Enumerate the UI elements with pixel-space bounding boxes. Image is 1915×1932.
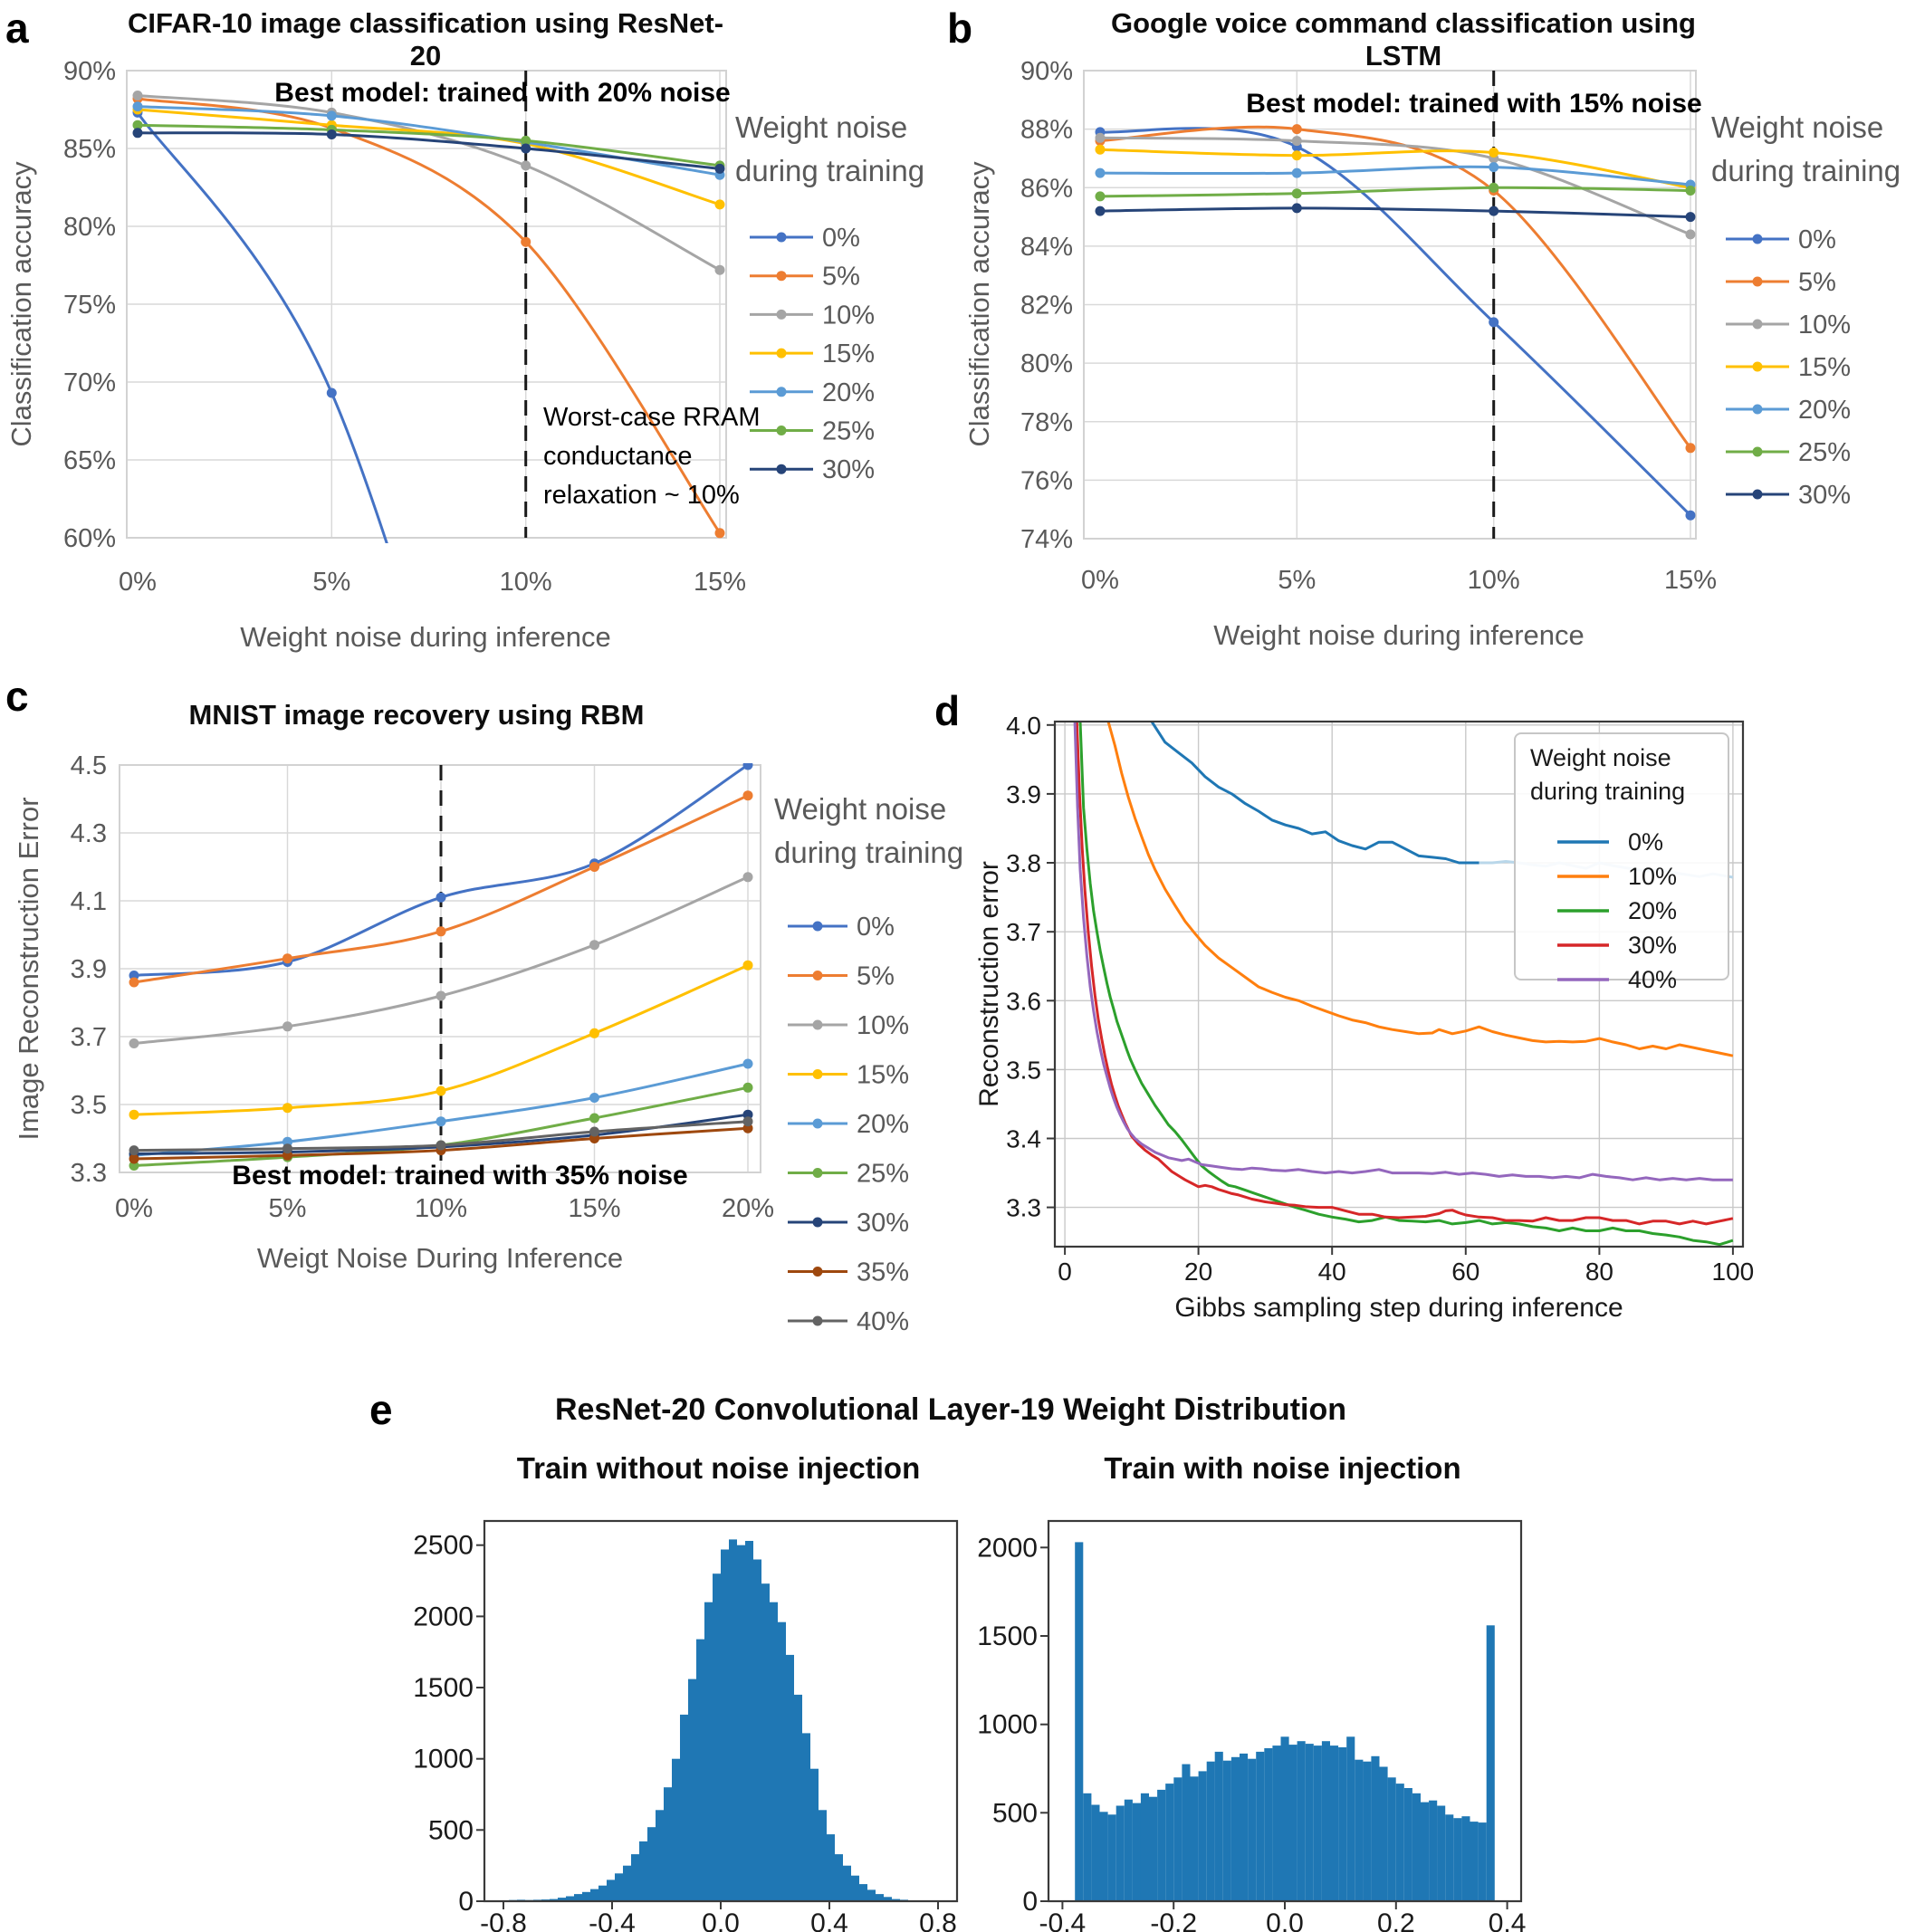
data-point <box>327 129 337 139</box>
y-tick-label: 1000 <box>413 1744 474 1774</box>
legend-item-0% <box>1726 225 1836 254</box>
annotation: relaxation ~ 10% <box>543 481 740 510</box>
legend-label: 30% <box>1798 481 1852 510</box>
y-tick-label: 2000 <box>977 1533 1038 1564</box>
y-tick-label: 70% <box>62 368 116 397</box>
data-point <box>589 1127 599 1137</box>
panel-title-a: CIFAR-10 image classification using ResNet-20 <box>127 7 724 72</box>
y-tick-label: 2000 <box>413 1602 474 1632</box>
chart-d-gibbs <box>924 670 1915 1367</box>
legend-marker <box>813 1168 823 1178</box>
panel-title-b: Google voice command classification using LSTM <box>1111 7 1696 72</box>
legend-label: 10% <box>1628 863 1678 890</box>
x-tick-label: -0.4 <box>1039 1908 1087 1932</box>
y-tick-label: 3.4 <box>1006 1124 1041 1153</box>
panel-title-c: MNIST image recovery using RBM <box>188 699 645 731</box>
series-0% <box>1152 722 1479 863</box>
y-tick-label: 80% <box>62 213 116 242</box>
x-tick-label: 15% <box>693 568 747 597</box>
y-tick-label: 60% <box>62 524 116 553</box>
legend-label: 25% <box>1798 438 1852 467</box>
legend-title: during training <box>1530 778 1686 805</box>
data-point <box>743 760 753 770</box>
legend-box <box>1515 733 1728 993</box>
x-tick-label: 20% <box>721 1194 775 1223</box>
data-point <box>1096 145 1106 155</box>
y-tick-label: 76% <box>1020 466 1073 496</box>
y-tick-label: 0 <box>458 1887 474 1917</box>
legend-item-15% <box>788 1061 909 1090</box>
legend-item-20% <box>1726 396 1851 425</box>
panel-title-e: ResNet-20 Convolutional Layer-19 Weight Distribution <box>554 1392 1347 1427</box>
legend-label: 40% <box>857 1307 910 1336</box>
data-point <box>521 237 531 247</box>
x-tick-label: 0.4 <box>810 1908 848 1932</box>
histogram-bars <box>509 1539 916 1901</box>
x-axis-title: Gibbs sampling step during inference <box>1174 1293 1623 1323</box>
x-tick-label: 0.4 <box>1488 1908 1527 1932</box>
y-tick-label: 1000 <box>977 1709 1038 1740</box>
data-point <box>1292 188 1302 198</box>
legend-label: 15% <box>1798 353 1852 382</box>
x-tick-label: -0.8 <box>480 1908 527 1932</box>
x-tick-label: 0.8 <box>919 1908 957 1932</box>
annotation: Worst-case RRAM <box>543 403 761 432</box>
data-point <box>743 1083 753 1093</box>
y-tick-label: 0 <box>1022 1887 1038 1917</box>
panel-label-e: e <box>369 1386 393 1433</box>
legend-label: 5% <box>857 961 895 991</box>
x-tick-label: 40 <box>1317 1258 1346 1286</box>
y-tick-label: 500 <box>427 1815 474 1846</box>
y-axis-title: Reconstruction error <box>974 861 1004 1107</box>
subtitle-without-noise: Train without noise injection <box>516 1451 921 1485</box>
legend-item-20% <box>788 1110 909 1139</box>
data-point <box>1686 186 1696 196</box>
data-point <box>589 862 599 872</box>
y-axis-title: Classification accuracy <box>5 161 37 447</box>
y-tick-label: 78% <box>1020 407 1073 437</box>
subtitle-with-noise: Train with noise injection <box>1104 1451 1461 1485</box>
data-point <box>589 940 599 950</box>
y-tick-label: 85% <box>62 135 116 164</box>
legend-marker <box>813 1119 823 1129</box>
x-tick-label: 60 <box>1451 1258 1480 1286</box>
y-tick-label: 3.8 <box>1006 849 1041 877</box>
data-point <box>715 265 725 275</box>
legend-label: 20% <box>1798 396 1852 425</box>
data-point <box>715 528 725 538</box>
legend-item-10% <box>750 301 875 330</box>
data-point <box>129 1038 139 1048</box>
y-tick-label: 3.5 <box>70 1091 107 1120</box>
panel-label-c: c <box>5 673 29 720</box>
data-point <box>1686 229 1696 239</box>
data-point <box>1489 183 1498 193</box>
data-point <box>1292 168 1302 178</box>
x-tick-label: 10% <box>499 568 552 597</box>
y-axis-title: Classification accuracy <box>963 161 995 447</box>
x-tick-label: 5% <box>312 568 351 597</box>
legend-item-0% <box>788 913 895 942</box>
y-tick-label: 90% <box>1020 57 1073 86</box>
data-point <box>133 101 143 111</box>
y-tick-label: 75% <box>62 291 116 320</box>
y-tick-label: 88% <box>1020 115 1073 145</box>
chart-a-cifar10 <box>0 0 942 674</box>
legend-marker <box>1753 447 1763 457</box>
x-tick-label: 100 <box>1711 1258 1755 1286</box>
y-tick-label: 500 <box>991 1798 1038 1829</box>
y-tick-label: 3.9 <box>1006 779 1041 808</box>
legend-label: 5% <box>1798 268 1836 297</box>
x-tick-label: -0.4 <box>589 1908 636 1932</box>
legend-marker <box>813 971 823 980</box>
legend-label: 5% <box>822 262 860 292</box>
data-point <box>589 1114 599 1124</box>
legend-item-5% <box>750 263 860 292</box>
data-point <box>129 1154 139 1164</box>
x-tick-label: 0 <box>1058 1258 1072 1286</box>
legend-label: 15% <box>822 340 876 369</box>
legend-title: Weight noise <box>735 110 908 144</box>
legend-marker <box>813 1218 823 1228</box>
x-tick-label: 10% <box>1467 566 1520 595</box>
legend-item-30% <box>1726 481 1851 510</box>
legend-label: 20% <box>822 378 876 407</box>
data-point <box>1686 212 1696 222</box>
legend-marker <box>1753 362 1763 372</box>
legend-title: during training <box>735 154 925 187</box>
y-tick-label: 86% <box>1020 174 1073 204</box>
legend-item-15% <box>750 340 875 368</box>
legend-label: 20% <box>857 1110 910 1139</box>
legend-label: 10% <box>857 1011 910 1040</box>
chart-c-mnist-rbm <box>0 670 1037 1367</box>
data-point <box>129 978 139 988</box>
legend-item-5% <box>788 962 895 991</box>
data-point <box>743 872 753 882</box>
legend-item-40% <box>788 1307 909 1336</box>
legend-item-30% <box>788 1209 909 1238</box>
data-point <box>133 128 143 138</box>
y-tick-label: 84% <box>1020 232 1073 262</box>
data-point <box>282 1143 292 1153</box>
data-point <box>327 388 337 398</box>
y-tick-label: 3.9 <box>70 955 107 984</box>
legend-label: 25% <box>857 1159 910 1189</box>
legend-item-5% <box>1726 268 1836 297</box>
panel-label-a: a <box>5 5 29 52</box>
legend-marker <box>1753 277 1763 287</box>
data-point <box>436 1116 446 1126</box>
legend-label: 30% <box>857 1209 910 1238</box>
legend-item-30% <box>750 455 875 484</box>
legend-label: 40% <box>1628 966 1678 993</box>
data-point <box>743 961 753 971</box>
legend-item-25% <box>788 1160 909 1189</box>
y-tick-label: 65% <box>62 446 116 475</box>
chart-b-voice-lstm <box>942 0 1915 674</box>
legend-marker <box>813 1316 823 1326</box>
annotation: conductance <box>543 442 693 471</box>
data-point <box>327 110 337 120</box>
data-point <box>282 1021 292 1031</box>
x-tick-label: 0.2 <box>1376 1908 1415 1932</box>
legend-label: 15% <box>857 1060 910 1090</box>
legend-label: 30% <box>822 455 876 485</box>
data-point <box>129 1110 139 1120</box>
panel-label-d: d <box>934 687 961 734</box>
legend-marker <box>777 426 787 435</box>
legend-label: 0% <box>857 913 895 942</box>
x-tick-label: 20 <box>1184 1258 1213 1286</box>
x-tick-label: 0% <box>119 568 157 597</box>
legend-label: 0% <box>1628 828 1664 856</box>
data-point <box>436 991 446 1001</box>
legend-label: 35% <box>857 1258 910 1287</box>
legend-item-10% <box>788 1011 909 1040</box>
data-point <box>1292 136 1302 146</box>
data-point <box>743 1059 753 1069</box>
legend-marker <box>777 233 787 243</box>
data-point <box>436 1141 446 1151</box>
x-axis-title: Weight noise during inference <box>240 621 611 653</box>
data-point <box>129 1145 139 1155</box>
data-point <box>1096 133 1106 143</box>
y-tick-label: 4.3 <box>70 819 107 848</box>
data-point <box>743 790 753 800</box>
data-point <box>743 1116 753 1126</box>
legend-label: 0% <box>822 224 860 253</box>
legend-marker <box>777 464 787 474</box>
data-point <box>133 91 143 100</box>
data-point <box>521 160 531 170</box>
x-tick-label: -0.2 <box>1150 1908 1198 1932</box>
data-point <box>589 1028 599 1038</box>
legend-item-25% <box>750 417 875 446</box>
legend-marker <box>1753 234 1763 244</box>
legend-title: Weight noise <box>1711 110 1884 144</box>
data-point <box>1096 168 1106 178</box>
data-point <box>1489 148 1498 158</box>
y-tick-label: 3.5 <box>1006 1056 1041 1085</box>
legend-title: during training <box>774 836 964 869</box>
data-point <box>715 199 725 209</box>
y-tick-label: 1500 <box>413 1673 474 1703</box>
y-tick-label: 4.0 <box>1006 711 1041 740</box>
y-tick-label: 3.7 <box>1006 918 1041 947</box>
y-tick-label: 4.5 <box>70 751 107 780</box>
legend-marker <box>813 1020 823 1030</box>
legend-item-0% <box>750 224 860 253</box>
legend-title: during training <box>1711 154 1901 187</box>
legend-item-20% <box>750 378 875 407</box>
y-axis-title: Image Reconstruction Error <box>13 797 44 1141</box>
data-point <box>282 953 292 963</box>
x-tick-label: 0.0 <box>1266 1908 1304 1932</box>
y-tick-label: 74% <box>1020 525 1073 554</box>
legend-label: 20% <box>1628 897 1678 924</box>
x-tick-label: 15% <box>1663 566 1718 595</box>
x-axis-title: Weight noise during inference <box>1213 619 1585 651</box>
annotation: Best model: trained with 15% noise <box>1246 89 1702 119</box>
data-point <box>1292 124 1302 134</box>
annotation: Best model: trained with 35% noise <box>232 1161 688 1191</box>
data-point <box>715 164 725 174</box>
data-point <box>1292 150 1302 160</box>
legend-marker <box>813 1267 823 1277</box>
data-point <box>436 893 446 903</box>
data-point <box>436 926 446 936</box>
x-tick-label: 15% <box>568 1194 621 1223</box>
x-tick-label: 0% <box>1081 566 1119 595</box>
y-tick-label: 3.6 <box>1006 987 1041 1016</box>
panel-label-b: b <box>947 5 973 52</box>
y-tick-label: 3.3 <box>1006 1193 1041 1222</box>
x-tick-label: 5% <box>268 1194 307 1223</box>
legend-label: 0% <box>1798 225 1836 254</box>
legend-item-25% <box>1726 438 1851 467</box>
legend-label: 30% <box>1628 932 1678 959</box>
legend-item-35% <box>788 1258 909 1287</box>
annotation: Best model: trained with 20% noise <box>274 78 731 108</box>
series-30% <box>1096 203 1696 222</box>
data-point <box>1489 162 1498 172</box>
legend-marker <box>777 349 787 359</box>
legend-label: 10% <box>1798 311 1852 340</box>
data-point <box>1096 191 1106 201</box>
legend-marker <box>813 922 823 932</box>
x-tick-label: 5% <box>1278 566 1317 595</box>
series-15% <box>133 105 725 210</box>
data-point <box>1489 206 1498 216</box>
y-tick-label: 1500 <box>977 1621 1038 1651</box>
x-tick-label: 80 <box>1585 1258 1613 1286</box>
x-tick-label: 0.0 <box>702 1908 740 1932</box>
data-point <box>1686 511 1696 521</box>
y-tick-label: 82% <box>1020 291 1073 320</box>
legend-item-15% <box>1726 353 1851 382</box>
y-tick-label: 4.1 <box>70 887 107 916</box>
data-point <box>1489 317 1498 327</box>
y-tick-label: 2500 <box>413 1530 474 1561</box>
legend-marker <box>1753 405 1763 415</box>
legend-marker <box>813 1069 823 1079</box>
legend-title: Weight noise <box>774 792 947 826</box>
data-point <box>589 1093 599 1103</box>
series-20% <box>1096 162 1696 189</box>
legend-marker <box>1753 490 1763 500</box>
data-point <box>521 144 531 154</box>
x-axis-title: Weigt Noise During Inference <box>256 1242 624 1274</box>
data-point <box>1096 206 1106 216</box>
data-point <box>436 1086 446 1096</box>
legend-label: 10% <box>822 301 876 330</box>
y-tick-label: 80% <box>1020 349 1073 379</box>
y-tick-label: 90% <box>62 57 116 86</box>
legend-marker <box>777 387 787 397</box>
chart-e-weight-distributions <box>0 1385 1915 1932</box>
data-point <box>282 1103 292 1113</box>
y-tick-label: 3.7 <box>70 1023 107 1052</box>
x-tick-label: 10% <box>414 1194 468 1223</box>
histogram-bars <box>1075 1542 1495 1901</box>
x-tick-label: 0% <box>115 1194 153 1223</box>
data-point <box>1686 443 1696 453</box>
data-point <box>1292 203 1302 213</box>
series-10% <box>133 91 725 275</box>
legend-label: 25% <box>822 416 876 446</box>
legend-title: Weight noise <box>1530 744 1671 771</box>
legend-marker <box>1753 320 1763 330</box>
legend-marker <box>777 310 787 320</box>
legend-item-10% <box>1726 311 1851 340</box>
y-tick-label: 3.3 <box>70 1159 107 1188</box>
legend-marker <box>777 271 787 281</box>
